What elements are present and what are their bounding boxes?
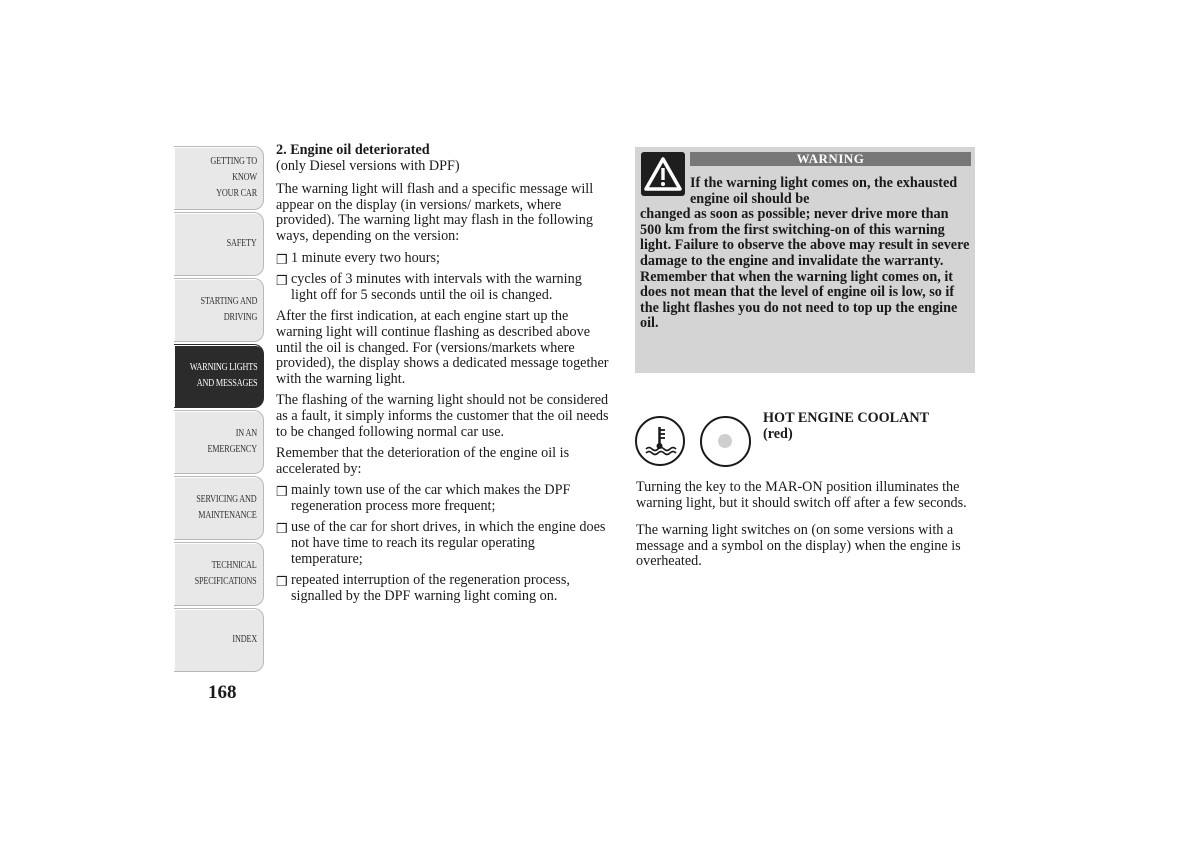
list-item: ❒ cycles of 3 minutes with intervals with the warning light off for 5 seconds until the oil is changed. [276,271,582,303]
coolant-title: HOT ENGINE COOLANT (red) [763,410,930,442]
section-heading: 2. Engine oil deteriorated [276,142,430,158]
display-dot-icon [700,416,751,467]
tab-safety[interactable] [174,212,264,276]
tab-label: SAFETY [226,238,257,249]
left-column [276,143,610,610]
page-number: 168 [208,682,237,703]
coolant-temperature-icon [635,416,685,466]
checkbox-bullet-icon: ❒ [276,484,288,500]
list-item: ❒ use of the car for short drives, in which the engine does not have time to reach its regular operating temperature; [276,519,606,567]
tab-emergency[interactable] [174,410,264,474]
paragraph: Remember that the deterioration of the engine oil is accelerated by: [276,445,570,477]
tab-label: INDEX [232,634,257,645]
section-subheading: (only Diesel versions with DPF) [276,157,460,174]
paragraph: After the first indication, at each engine start up the warning light will continue flashing as described above until the oil is changed. For (versions/markets where provided), the display shows a dedicated message together with the warning light. [276,308,609,387]
paragraph: The flashing of the warning light should not be considered as a fault, it simply informs the customer that the oil needs to be changed following normal car use. [276,392,609,440]
warning-box [635,147,975,373]
checkbox-bullet-icon: ❒ [276,273,288,289]
paragraph: The warning light will flash and a specific message will appear on the display (in versions/ markets, where provided). The warning light may flash in the following ways, depending on the version: [276,181,594,244]
paragraph: The warning light switches on (on some versions with a message and a symbol on the display) when the engine is overheated. [636,522,961,570]
warning-text: If the warning light comes on, the exhausted engine oil should be changed as soon as possible; never drive more than 500 km from the first switching-on of this warning light. Failure to observe the above may result in severe damage to the engine and invalidate the warranty. Remember that when the warning light comes on, it does not mean that the level of engine oil is low, so if the light flashes you do not need to top up the engine oil. [640,175,970,332]
paragraph: Turning the key to the MAR-ON position illuminates the warning light, but it should switch off after a few seconds. [636,479,967,511]
tab-servicing[interactable] [174,476,264,540]
checkbox-bullet-icon: ❒ [276,574,288,590]
tab-label: SERVICING AND MAINTENANCE [196,494,257,521]
chapter-tabs [174,146,264,674]
warning-label: WARNING [690,152,971,166]
tab-getting-to-know[interactable] [174,146,264,210]
tab-label: GETTING TO KNOW YOUR CAR [210,156,257,199]
tab-label: STARTING AND DRIVING [200,296,257,323]
list-item: ❒ 1 minute every two hours; [276,249,440,267]
tab-label: WARNING LIGHTS AND MESSAGES [189,362,257,389]
list-item: ❒ mainly town use of the car which makes the DPF regeneration process more frequent; [276,482,571,514]
list-item: ❒ repeated interruption of the regeneration process, signalled by the DPF warning light coming on. [276,572,570,604]
tab-label: TECHNICAL SPECIFICATIONS [195,560,257,587]
tab-index[interactable] [174,608,264,672]
tab-label: IN AN EMERGENCY [207,428,257,455]
checkbox-bullet-icon: ❒ [276,251,288,267]
tab-warning-lights[interactable] [174,344,264,408]
tab-technical[interactable] [174,542,264,606]
checkbox-bullet-icon: ❒ [276,521,288,537]
tab-starting-driving[interactable] [174,278,264,342]
right-column [636,480,981,582]
